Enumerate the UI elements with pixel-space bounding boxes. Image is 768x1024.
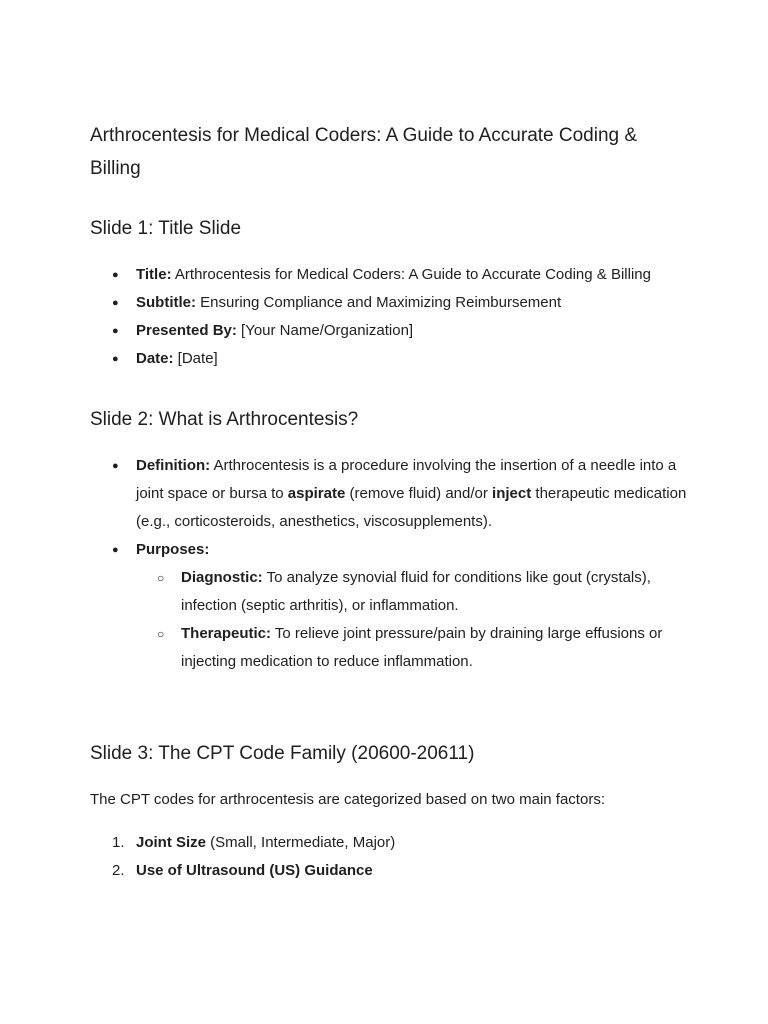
definition-text: (remove fluid) and/or (345, 485, 493, 502)
bullet-icon: ● (112, 297, 119, 309)
slide2-heading: Slide 2: What is Arthrocentesis? (90, 409, 359, 430)
slide3-intro: The CPT codes for arthrocentesis are categorized based on two main factors: (90, 791, 605, 808)
item-text: [Date] (173, 350, 218, 367)
item-label: Presented By: (136, 322, 237, 339)
definition-label: Definition: (136, 457, 211, 474)
slide2-list (90, 452, 690, 676)
sub-list-item (90, 564, 690, 620)
list-item (90, 829, 690, 857)
list-item (90, 289, 690, 317)
slide3-heading: Slide 3: The CPT Code Family (20600-20611) (90, 743, 475, 764)
aspirate-term: aspirate (287, 485, 346, 502)
purpose-label: Diagnostic: (181, 569, 263, 586)
definition-item (90, 452, 690, 536)
bullet-icon: ● (112, 460, 119, 472)
item-label: Title: (136, 266, 172, 283)
definition-text: Arthrocentesis is a procedure involving the insertion of a needle into a joint space or bursa to (136, 457, 677, 502)
item-label: Subtitle: (136, 294, 196, 311)
bullet-icon: ● (112, 353, 119, 365)
factor-label: Use of Ultrasound (US) Guidance (136, 862, 373, 879)
circle-bullet-icon: ○ (157, 627, 165, 641)
factor-text: (Small, Intermediate, Major) (206, 834, 396, 851)
circle-bullet-icon: ○ (157, 571, 165, 585)
purpose-label: Therapeutic: (181, 625, 272, 642)
bullet-icon: ● (112, 325, 119, 337)
slide3-list (90, 829, 690, 885)
list-item (90, 317, 690, 345)
list-item (90, 261, 690, 289)
slide1-heading: Slide 1: Title Slide (90, 218, 242, 239)
item-label: Date: (136, 350, 174, 367)
sub-list-item (90, 620, 690, 676)
purpose-text: To relieve joint pressure/pain by draining large effusions or injecting medication to reduce inflammation. (181, 625, 663, 670)
purpose-text: To analyze synovial fluid for conditions like gout (crystals), infection (septic arthritis), or inflammation. (181, 569, 651, 614)
purposes-item (90, 536, 690, 564)
item-text: [Your Name/Organization] (236, 322, 414, 339)
definition-text: therapeutic medication (e.g., corticosteroids, anesthetics, viscosupplements). (136, 485, 687, 530)
document-title: Arthrocentesis for Medical Coders: A Guide to Accurate Coding & Billing (90, 125, 638, 179)
slide1-list (90, 261, 690, 373)
list-item (90, 857, 690, 885)
list-number: 2. (112, 862, 125, 879)
item-text: Ensuring Compliance and Maximizing Reimbursement (196, 294, 562, 311)
bullet-icon: ● (112, 544, 119, 556)
list-item (90, 345, 690, 373)
inject-term: inject (492, 485, 532, 502)
list-number: 1. (112, 834, 125, 851)
bullet-icon: ● (112, 269, 119, 281)
item-text: Arthrocentesis for Medical Coders: A Guide to Accurate Coding & Billing (171, 266, 651, 283)
factor-label: Joint Size (136, 834, 207, 851)
purposes-label: Purposes: (136, 541, 210, 558)
